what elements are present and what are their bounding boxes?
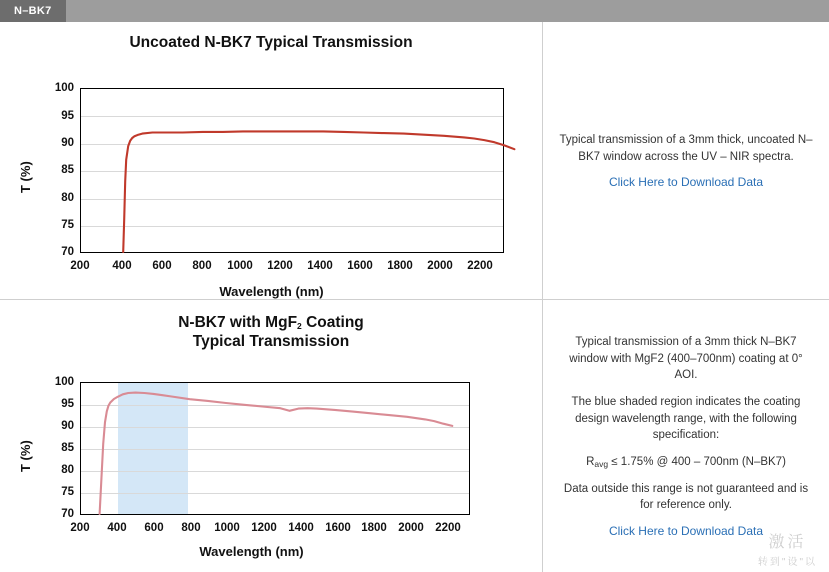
x-tick-label: 1400	[288, 521, 314, 534]
x-axis-title: Wavelength (nm)	[219, 283, 324, 299]
x-tick-label: 1400	[307, 259, 333, 272]
x-tick-label: 1600	[325, 521, 351, 534]
x-tick-label: 600	[152, 259, 172, 272]
y-tick-label: 95	[61, 109, 74, 122]
x-axis-title: Wavelength (nm)	[199, 543, 304, 559]
plot-area-uncoated	[80, 88, 504, 253]
description-cell-mgf2	[543, 300, 829, 572]
x-tick-label: 1200	[251, 521, 277, 534]
tab-nbk7[interactable]	[0, 0, 66, 22]
watermark-line-1: 激活	[768, 534, 807, 551]
spec-prefix: R	[586, 456, 595, 468]
chart-title-mgf2-line2: Typical Transmission	[192, 332, 350, 350]
x-tick-label: 1800	[361, 521, 387, 534]
content-area	[0, 22, 829, 572]
curve-uncoated	[81, 89, 503, 252]
x-tick-label: 2000	[427, 259, 453, 272]
description-text-1: Typical transmission of a 3mm thick N–BK7 window with MgF2 (400–700nm) coating at 0° AOI.	[569, 335, 803, 382]
x-tick-label: 2200	[467, 259, 493, 272]
y-tick-label: 70	[61, 245, 74, 258]
x-tick-label: 2200	[435, 521, 461, 534]
x-tick-label: 200	[70, 259, 90, 272]
x-tick-label: 2000	[398, 521, 424, 534]
download-data-link-uncoated[interactable]: Click Here to Download Data	[608, 175, 764, 190]
y-tick-label: 85	[61, 441, 74, 454]
chart-title-uncoated: Uncoated N-BK7 Typical Transmission	[129, 34, 413, 51]
y-axis-title: T (%)	[18, 440, 33, 472]
x-tick-label: 400	[107, 521, 127, 534]
description-cell-uncoated	[543, 22, 829, 299]
x-tick-label: 800	[181, 521, 201, 534]
chart-title-mgf2-line1: N-BK7 with MgF$_2$ Coating	[178, 314, 364, 331]
y-tick-label: 75	[61, 218, 74, 231]
description-text-3: Data outside this range is not guaranteed and is for reference only.	[563, 482, 809, 512]
tab-bar	[0, 0, 829, 22]
y-tick-label: 70	[61, 507, 74, 520]
x-tick-label: 200	[70, 521, 90, 534]
spec-text	[586, 454, 786, 471]
description-text: Typical transmission of a 3mm thick, uncoated N–BK7 window across the UV – NIR spectra.	[559, 133, 813, 163]
y-tick-label: 90	[61, 136, 74, 149]
tab-label: N–BK7	[14, 5, 52, 17]
x-tick-label: 400	[112, 259, 132, 272]
description-text-2: The blue shaded region indicates the coating design wavelength range, with the following specification:	[571, 395, 801, 442]
download-data-link-mgf2[interactable]: Click Here to Download Data	[608, 524, 764, 539]
y-tick-label: 100	[54, 375, 74, 388]
chart-cell-mgf2	[0, 300, 543, 572]
y-tick-label: 80	[61, 463, 74, 476]
y-axis-title: T (%)	[18, 161, 33, 193]
plot-area-mgf2	[80, 382, 470, 515]
spec-rest: ≤ 1.75% @ 400 – 700nm (N–BK7)	[608, 456, 786, 468]
y-tick-label: 100	[54, 81, 74, 94]
x-tick-label: 600	[144, 521, 164, 534]
x-tick-label: 1000	[227, 259, 253, 272]
chart-title-mgf2	[0, 300, 542, 352]
x-tick-label: 1000	[214, 521, 240, 534]
x-tick-label: 1600	[347, 259, 373, 272]
x-tick-label: 1800	[387, 259, 413, 272]
panel-uncoated	[0, 22, 829, 300]
y-tick-label: 75	[61, 485, 74, 498]
x-tick-label: 800	[192, 259, 212, 272]
y-tick-label: 85	[61, 163, 74, 176]
x-tick-label: 1200	[267, 259, 293, 272]
panel-mgf2	[0, 300, 829, 572]
curve-mgf2	[81, 383, 469, 514]
y-tick-label: 95	[61, 397, 74, 410]
chart-cell-uncoated	[0, 22, 543, 299]
spec-subscript: avg	[594, 459, 609, 469]
y-tick-label: 80	[61, 191, 74, 204]
watermark-line-2: 转到"设"以	[757, 557, 817, 568]
y-tick-label: 90	[61, 419, 74, 432]
